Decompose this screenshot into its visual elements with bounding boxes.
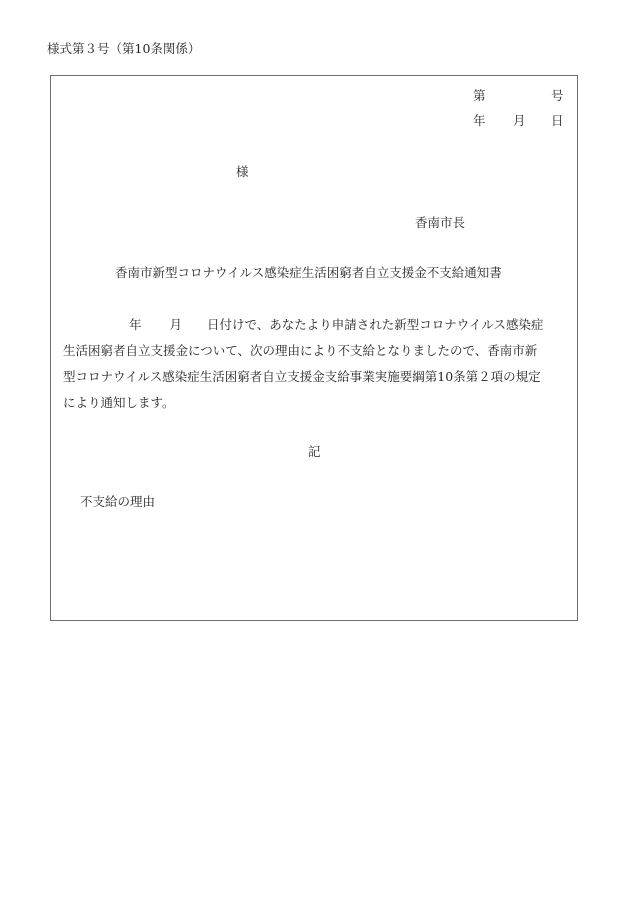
document-number-prefix: 第 xyxy=(473,88,486,103)
notice-frame xyxy=(50,75,578,621)
document-number-suffix: 号 xyxy=(551,88,564,103)
issue-date-day: 日 xyxy=(551,113,564,128)
body-line-4: により通知します。 xyxy=(63,395,175,410)
sender-name: 香南市長 xyxy=(415,215,466,230)
document-title: 香南市新型コロナウイルス感染症生活困窮者自立支援金不支給通知書 xyxy=(115,265,502,280)
ki-heading: 記 xyxy=(308,444,321,459)
body-line-3: 型コロナウイルス感染症生活困窮者自立支援金支給事業実施要綱第10条第２項の規定 xyxy=(63,369,541,384)
body-line-1 xyxy=(63,312,569,338)
body-date-month: 月 xyxy=(169,317,183,332)
body-date-year: 年 xyxy=(129,317,142,332)
notice-body xyxy=(63,312,569,416)
issue-date-month: 月 xyxy=(513,113,526,128)
addressee-suffix: 様 xyxy=(236,164,249,179)
body-line-2: 生活困窮者自立支援金について、次の理由により不支給となりましたので、香南市新 xyxy=(63,343,538,358)
reason-label: 不支給の理由 xyxy=(80,494,156,509)
form-number-label: 様式第３号（第10条関係） xyxy=(47,41,201,56)
body-line-1-text: 日付けで、あなたより申請された新型コロナウイルス感染症 xyxy=(207,317,544,332)
issue-date-year: 年 xyxy=(473,113,486,128)
